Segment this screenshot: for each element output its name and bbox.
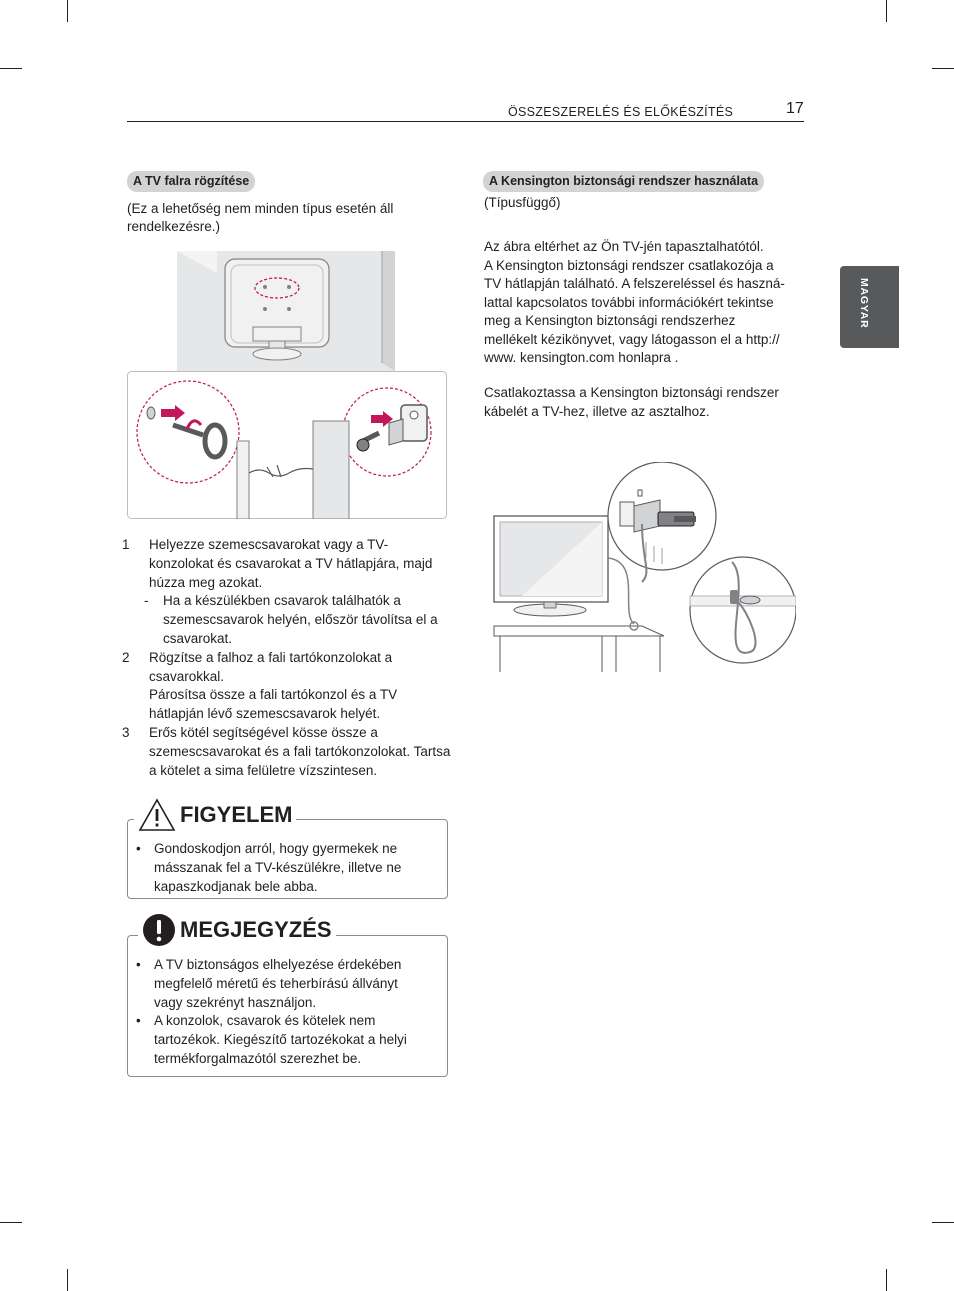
list-item: 2 Rögzítse a falhoz a fali tartókonzolokat a csavarokkal. xyxy=(122,649,393,684)
crop-mark xyxy=(0,1222,22,1223)
crop-mark xyxy=(67,0,68,22)
page-number: 17 xyxy=(786,100,804,117)
list-item: • A TV biztonságos elhelyezése érdekében megfelelő méretű és teherbírású állványt vagy szekrényt használjon. xyxy=(136,957,402,1010)
crop-mark xyxy=(886,0,887,22)
warning-triangle-icon xyxy=(138,798,176,832)
exclamation-circle-icon xyxy=(142,913,176,947)
kensington-paragraph-2: Csatlakoztassa a Kensington biztonsági rendszer kábelét a TV-hez, illetve az asztalhoz. xyxy=(484,385,779,419)
crop-mark xyxy=(932,1222,954,1223)
list-item: 1 Helyezze szemescsavarokat vagy a TV-konzolokat és csavarokat a TV hátlapjára, majd húzza meg azokat. xyxy=(122,537,433,590)
list-item: Párosítsa össze a fali tartókonzol és a TV hátlapján lévő szemescsavarok helyét. xyxy=(149,687,398,722)
tv-back-illustration xyxy=(177,251,395,371)
section-heading-kensington: A Kensington biztonsági rendszer használata xyxy=(483,171,764,192)
list-item: 3 Erős kötél segítségével kösse össze a szemescsavarokat és a fali tartókonzolokat. Tartsa a kötelet a sima felületre vízszintesen. xyxy=(122,724,451,778)
crop-mark xyxy=(932,68,954,69)
intro-line-1: (Ez a lehetőség nem minden típus esetén áll xyxy=(127,201,394,216)
crop-mark xyxy=(0,68,22,69)
language-tab xyxy=(840,266,899,348)
caution-title: FIGYELEM xyxy=(134,798,296,832)
crop-mark xyxy=(67,1269,68,1291)
crop-mark xyxy=(886,1269,887,1291)
intro-line-2: rendelkezésre.) xyxy=(127,219,221,234)
language-tab-label: MAGYAR xyxy=(857,278,870,329)
kensington-paragraph-1: Az ábra eltérhet az Ön TV-jén tapasztalhatótól. A Kensington biztonsági rendszer csatlakozója a TV hátlapján található. A felszereléssel és haszná- lattal kapcsolatos további információkért tekintse meg a Kensington biztonsági rendszerhez mellékelt kézikönyvet, vagy látogasson el a http:// www. kensington.com honlapra . xyxy=(484,239,785,365)
steps-list xyxy=(122,536,452,780)
eye-bolt-bracket-illustration xyxy=(127,371,447,519)
list-item: • Gondoskodjon arról, hogy gyermekek ne másszanak fel a TV-készülékre, illetve ne kapaszkodjanak bele abba. xyxy=(136,841,402,894)
kensington-lock-illustration xyxy=(492,462,796,672)
kensington-subtitle: (Típusfüggő) xyxy=(484,195,561,210)
section-heading-wall-mount: A TV falra rögzítése xyxy=(127,171,255,192)
running-header: ÖSSZESZERELÉS ÉS ELŐKÉSZÍTÉS xyxy=(508,105,734,119)
note-box xyxy=(127,935,448,1077)
header-rule xyxy=(127,121,804,122)
list-item: - Ha a készülékben csavarok találhatók a szemescsavarok helyén, először távolítsa el a csavarokat. xyxy=(144,593,438,646)
list-item: • A konzolok, csavarok és kötelek nem tartozékok. Kiegészítő tartozékokat a helyi termékforgalmazótól szerezhet be. xyxy=(136,1013,407,1066)
note-title: MEGJEGYZÉS xyxy=(138,913,336,947)
